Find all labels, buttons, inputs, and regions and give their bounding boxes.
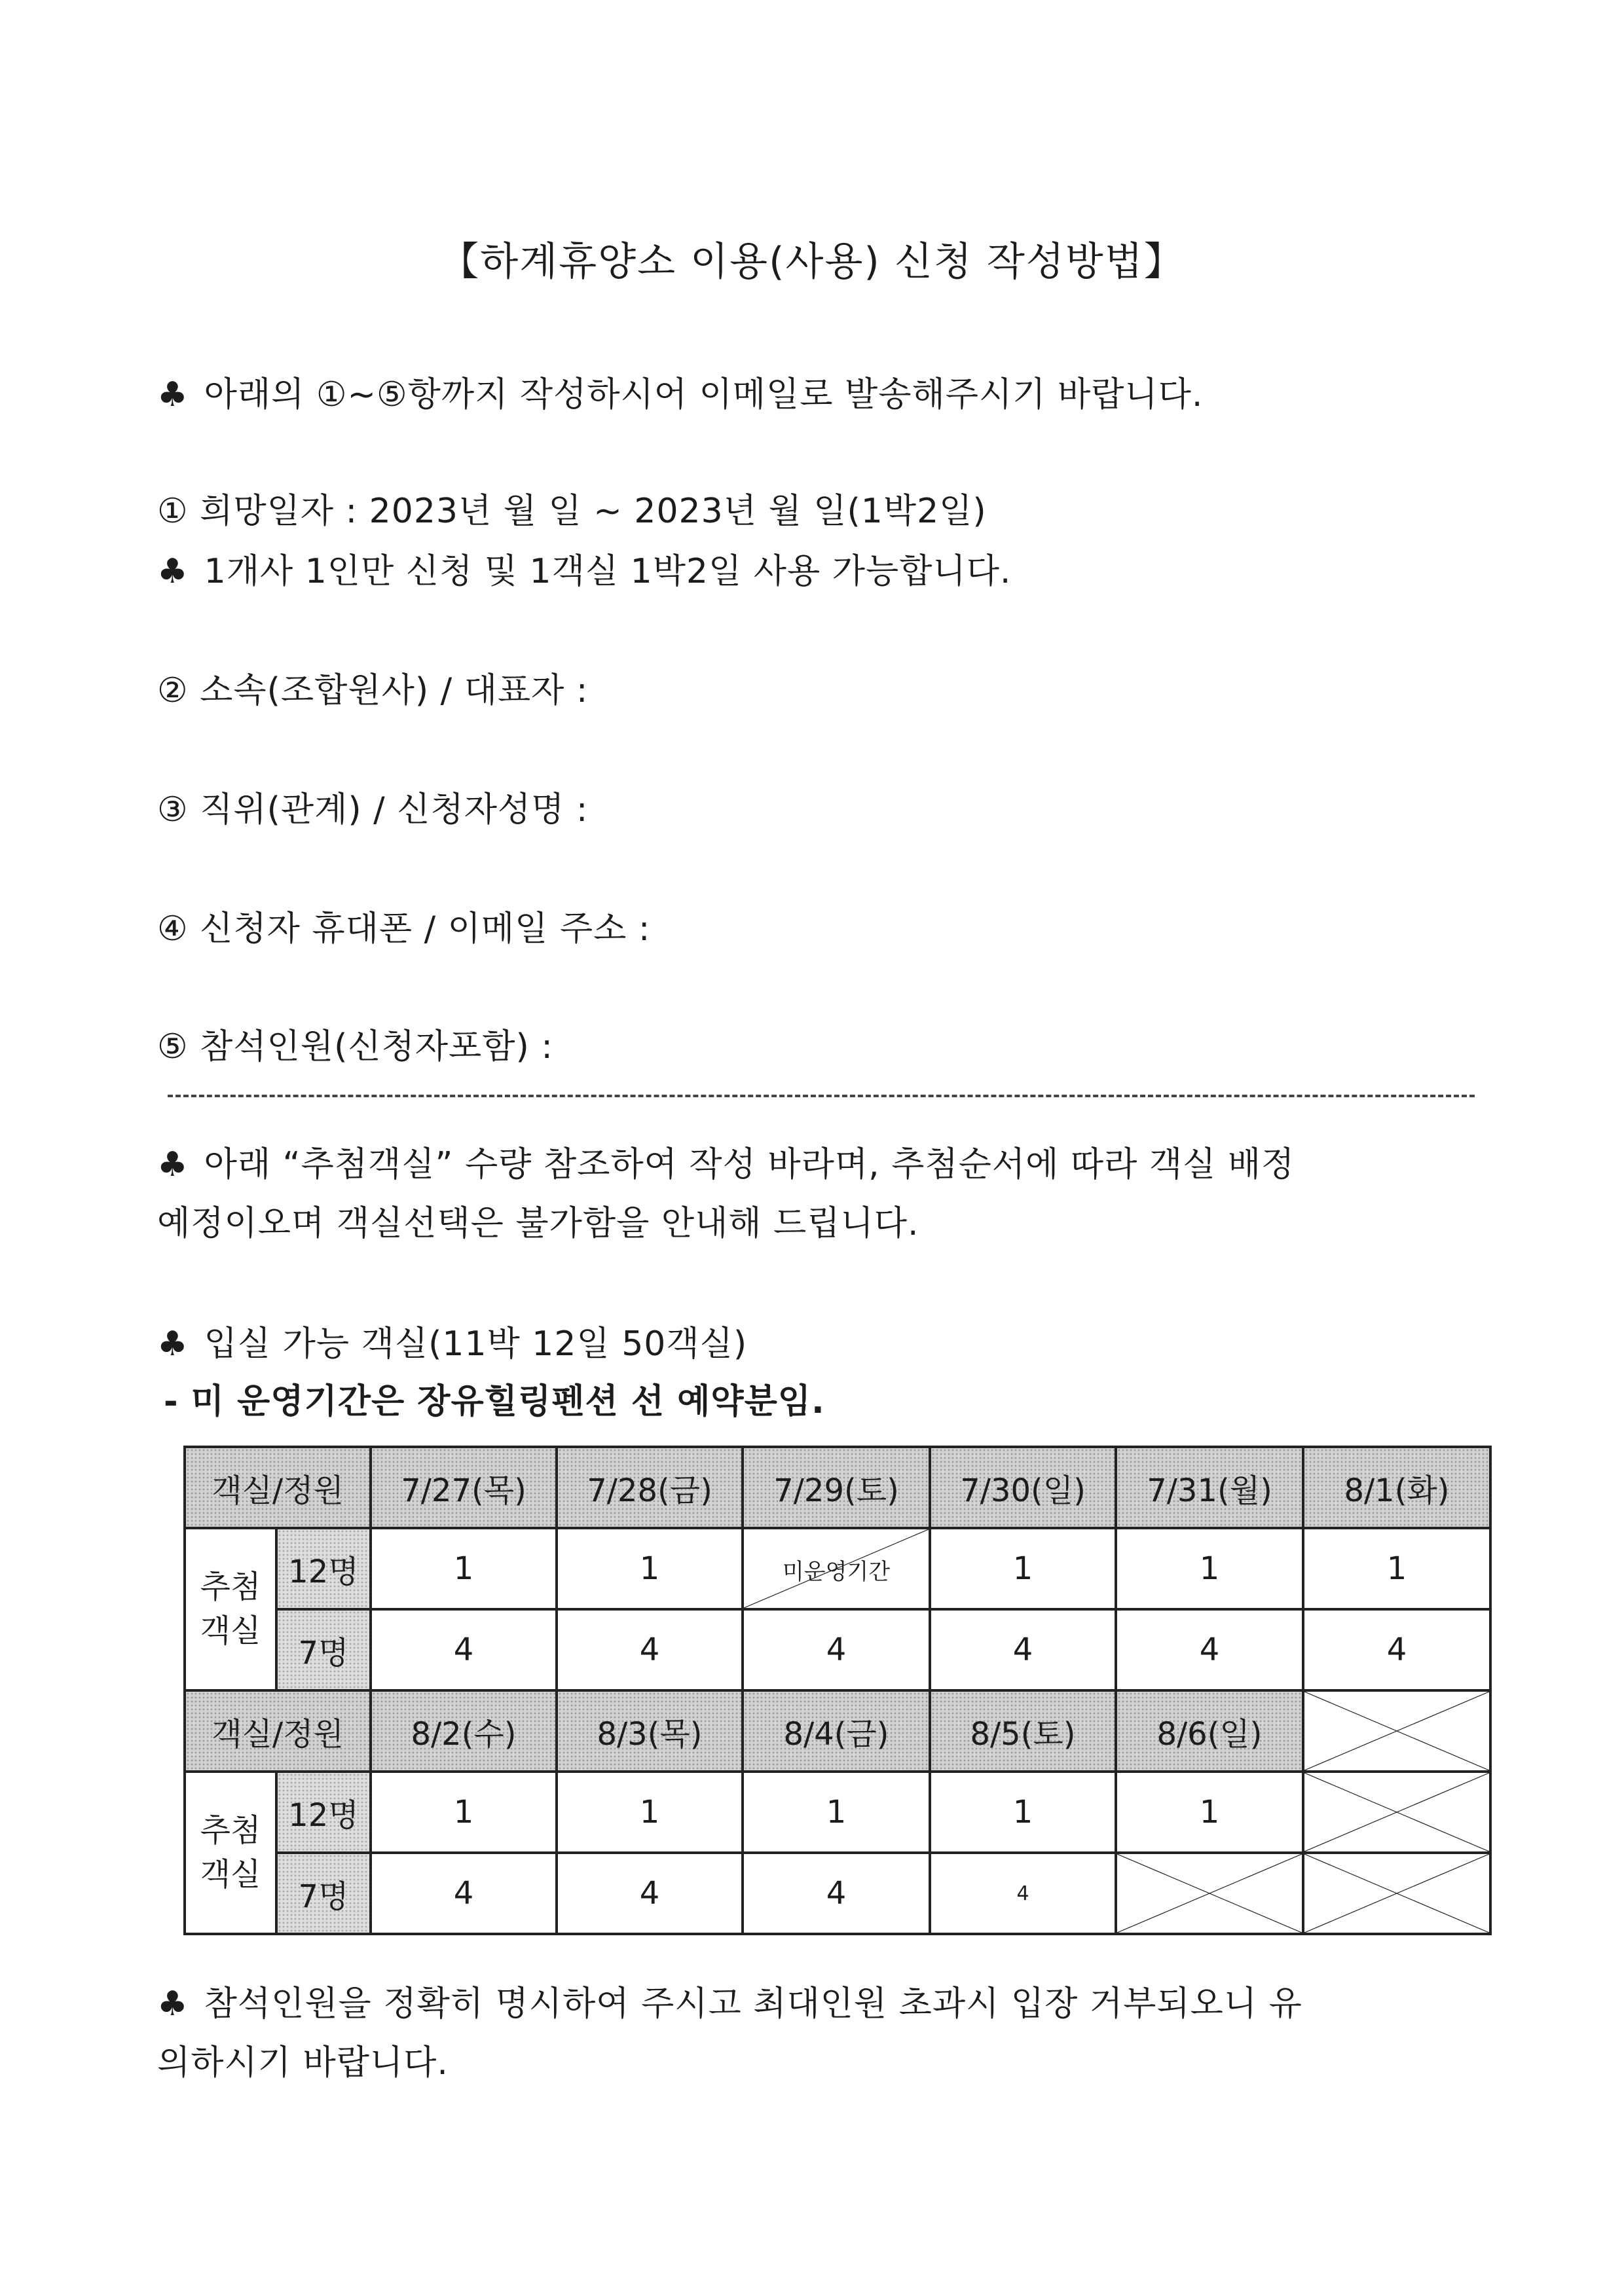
club-icon: ♣ xyxy=(157,552,189,591)
table-row xyxy=(185,1609,1490,1690)
count-cell: 1 xyxy=(1116,1528,1303,1609)
item-desired-date-note: ♣ 1개사 1인만 신청 및 1객실 1박2일 사용 가능합니다. xyxy=(157,552,1012,591)
count-cell: 4 xyxy=(557,1853,743,1934)
count-cell: 1 xyxy=(371,1772,557,1853)
cross-mark xyxy=(1304,1773,1489,1851)
crossed-out-cell xyxy=(1303,1690,1490,1772)
item-contact: ④ 신청자 휴대폰 / 이메일 주소 : xyxy=(157,909,651,949)
capacity-cell: 7명 xyxy=(276,1853,371,1934)
date-cell: 8/3(목) xyxy=(557,1690,743,1772)
club-icon: ♣ xyxy=(157,1324,189,1364)
date-cell: 8/2(수) xyxy=(371,1690,557,1772)
count-cell: 4 xyxy=(1116,1609,1303,1690)
cross-mark xyxy=(1304,1692,1489,1770)
count-cell: 1 xyxy=(557,1528,743,1609)
count-cell: 1 xyxy=(930,1772,1116,1853)
table-row xyxy=(185,1853,1490,1934)
table-row xyxy=(185,1690,1490,1772)
capacity-cell: 12명 xyxy=(276,1528,371,1609)
crossed-out-cell xyxy=(1303,1853,1490,1934)
item-desired-date: ① 희망일자 : 2023년 월 일 ~ 2023년 월 일(1박2일) xyxy=(157,492,987,531)
count-cell: 1 xyxy=(743,1772,930,1853)
count-cell: 1 xyxy=(1303,1528,1490,1609)
notice-line-1: ♣ 아래 “추첨객실” 수량 참조하여 작성 바라며, 추첨순서에 따라 객실 배정 xyxy=(157,1145,1295,1184)
notice-line-2: 예정이오며 객실선택은 불가함을 안내해 드립니다. xyxy=(157,1204,919,1243)
date-cell: 7/29(토) xyxy=(743,1447,930,1528)
capacity-cell: 12명 xyxy=(276,1772,371,1853)
lottery-room-label: 추첨 객실 xyxy=(185,1528,276,1690)
table-row xyxy=(185,1772,1490,1853)
table-row xyxy=(185,1447,1490,1528)
intro-text: 아래의 ①~⑤항까지 작성하시어 이메일로 발송해주시기 바랍니다. xyxy=(204,375,1204,414)
date-cell: 8/6(일) xyxy=(1116,1690,1303,1772)
count-cell: 4 xyxy=(1303,1609,1490,1690)
dashed-divider xyxy=(168,1095,1475,1097)
date-cell: 7/31(월) xyxy=(1116,1447,1303,1528)
date-cell: 7/27(목) xyxy=(371,1447,557,1528)
capacity-cell: 7명 xyxy=(276,1609,371,1690)
lottery-room-label: 추첨 객실 xyxy=(185,1772,276,1934)
date-cell: 7/30(일) xyxy=(930,1447,1116,1528)
date-cell: 8/5(토) xyxy=(930,1690,1116,1772)
date-cell: 8/1(화) xyxy=(1303,1447,1490,1528)
non-operating-note: - 미 운영기간은 장유힐링펜션 선 예약분임. xyxy=(164,1382,825,1421)
room-availability-table xyxy=(183,1446,1492,1935)
count-cell: 1 xyxy=(371,1528,557,1609)
count-cell: 4 xyxy=(930,1609,1116,1690)
count-cell: 1 xyxy=(1116,1772,1303,1853)
crossed-out-cell xyxy=(1303,1772,1490,1853)
intro-line xyxy=(157,367,1203,416)
club-icon: ♣ xyxy=(157,1984,189,2024)
item-affiliation: ② 소속(조합원사) / 대표자 : xyxy=(157,671,589,710)
footer-line-1: ♣ 참석인원을 정확히 명시하여 주시고 최대인원 초과시 입장 거부되오니 유 xyxy=(157,1984,1302,2024)
footer-line-2: 의하시기 바랍니다. xyxy=(157,2043,449,2083)
count-cell: 4 xyxy=(743,1853,930,1934)
count-cell: 4 xyxy=(371,1609,557,1690)
count-cell: 4 xyxy=(930,1853,1116,1934)
item-attendees: ⑤ 참석인원(신청자포함) : xyxy=(157,1027,553,1066)
available-rooms-heading: ♣ 입실 가능 객실(11박 12일 50객실) xyxy=(157,1324,748,1364)
item-position-name: ③ 직위(관계) / 신청자성명 : xyxy=(157,790,589,829)
crossed-out-cell xyxy=(1116,1853,1303,1934)
count-cell: 1 xyxy=(930,1528,1116,1609)
count-cell: 4 xyxy=(743,1609,930,1690)
cross-mark xyxy=(1117,1854,1302,1933)
date-cell: 7/28(금) xyxy=(557,1447,743,1528)
count-cell: 1 xyxy=(557,1772,743,1853)
table-row xyxy=(185,1528,1490,1609)
club-icon: ♣ xyxy=(157,1145,189,1184)
count-cell: 4 xyxy=(557,1609,743,1690)
club-icon: ♣ xyxy=(157,375,189,414)
cross-mark xyxy=(1304,1854,1489,1933)
header-label-cell: 객실/정원 xyxy=(185,1447,371,1528)
count-cell: 4 xyxy=(371,1853,557,1934)
page-title: 【하계휴양소 이용(사용) 신청 작성방법】 xyxy=(439,239,1185,285)
date-cell: 8/4(금) xyxy=(743,1690,930,1772)
non-operating-cell: 미운영기간 xyxy=(743,1528,930,1609)
header-label-cell: 객실/정원 xyxy=(185,1690,371,1772)
